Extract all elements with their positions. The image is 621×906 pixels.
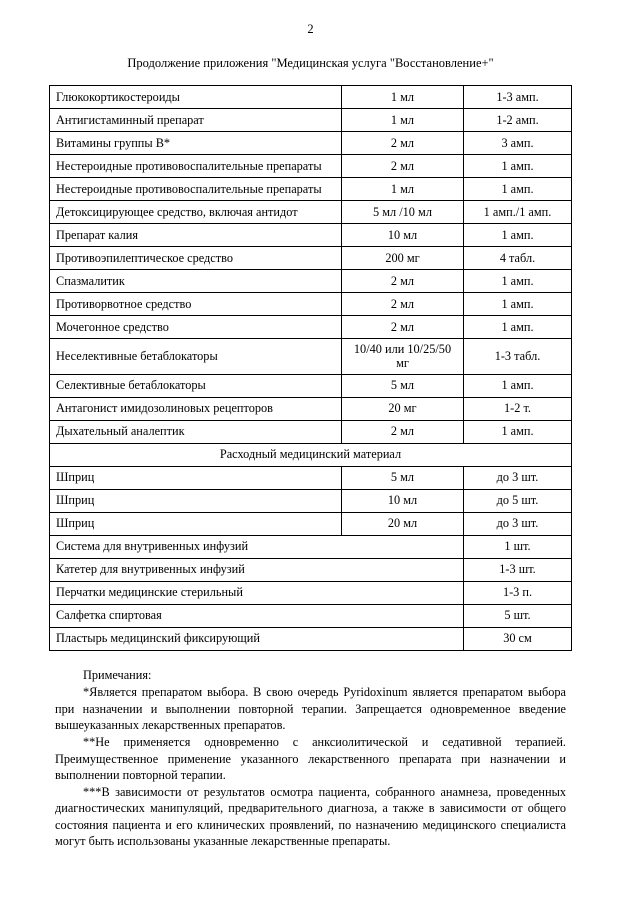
note-item: ***В зависимости от результатов осмотра пациента, собранного анамнеза, проведенных диагностических манипуляций, предварительного диагноза, а также в зависимости от общего состояния пациента и его клинических проявлений, по назначению медицинского специалиста могут быть использованы указанные лекарственные препараты. [55,784,566,849]
table-row [50,316,572,339]
medication-name: Антигистаминный препарат [50,109,342,132]
supply-qty: до 3 шт. [464,512,572,535]
supply-qty: 1 шт. [464,535,572,558]
supply-name: Перчатки медицинские стерильный [50,581,464,604]
medication-name: Глюкокортикостероиды [50,86,342,109]
supply-dose: 20 мл [342,512,464,535]
medication-dose: 2 мл [342,132,464,155]
table-row [50,466,572,489]
medication-name: Дыхательный аналептик [50,420,342,443]
medication-name: Селективные бетаблокаторы [50,374,342,397]
supply-dose: 10 мл [342,489,464,512]
medication-table [49,85,572,650]
supply-name: Шприц [50,512,342,535]
medication-name: Детоксицирующее средство, включая антидот [50,201,342,224]
table-section-row [50,443,572,466]
table-body [50,86,572,650]
table-row [50,489,572,512]
document-header: Продолжение приложения "Медицинская услуга "Восстановление+" [127,56,494,70]
supply-qty: 1-3 п. [464,581,572,604]
medication-qty: 1-2 амп. [464,109,572,132]
medication-qty: 1 амп. [464,270,572,293]
table-row [50,397,572,420]
medication-qty: 1-3 амп. [464,86,572,109]
table-row [50,339,572,374]
table-row [50,132,572,155]
supply-qty: до 3 шт. [464,466,572,489]
medication-qty: 1 амп. [464,374,572,397]
medication-dose: 10 мл [342,224,464,247]
medication-name: Нестероидные противовоспалительные препараты [50,155,342,178]
supply-qty: до 5 шт. [464,489,572,512]
table-row [50,247,572,270]
medication-name: Препарат калия [50,224,342,247]
supply-qty: 30 см [464,627,572,650]
medication-dose: 2 мл [342,155,464,178]
supply-name: Салфетка спиртовая [50,604,464,627]
medication-qty: 1-3 табл. [464,339,572,374]
table-row [50,512,572,535]
note-item: **Не применяется одновременно с анксиолитической и седативной терапией. Преимущественное применение указанного лекарственного препарата при назначении и выполнении повторной терапии. [55,734,566,783]
medication-qty: 1 амп. [464,293,572,316]
medication-dose: 2 мл [342,270,464,293]
medication-qty: 1-2 т. [464,397,572,420]
medication-dose: 5 мл /10 мл [342,201,464,224]
page-number: 2 [307,22,314,36]
medication-name: Мочегонное средство [50,316,342,339]
medication-qty: 1 амп. [464,178,572,201]
supply-name: Катетер для внутривенных инфузий [50,558,464,581]
notes-title: Примечания: [83,667,152,682]
table-row [50,535,572,558]
medication-qty: 1 амп./1 амп. [464,201,572,224]
table-row [50,627,572,650]
medication-qty: 3 амп. [464,132,572,155]
medication-qty: 1 амп. [464,420,572,443]
medication-qty: 1 амп. [464,316,572,339]
medication-name: Антагонист имидозолиновых рецепторов [50,397,342,420]
medication-dose: 2 мл [342,420,464,443]
medication-qty: 4 табл. [464,247,572,270]
table-row [50,86,572,109]
table-row [50,178,572,201]
supply-dose: 5 мл [342,466,464,489]
table-row [50,270,572,293]
table-row [50,224,572,247]
medication-qty: 1 амп. [464,224,572,247]
medication-name: Неселективные бетаблокаторы [50,339,342,374]
supply-name: Шприц [50,466,342,489]
note-item: *Является препаратом выбора. В свою очередь Pyridoxinum является препаратом выбора при назначении и выполнении повторной терапии. Запрещается одновременное введение вышеуказанных лекарственных препаратов. [55,685,566,733]
table-row [50,155,572,178]
section-title: Расходный медицинский материал [50,443,572,466]
medication-dose: 2 мл [342,316,464,339]
medication-name: Витамины группы В* [50,132,342,155]
supply-qty: 1-3 шт. [464,558,572,581]
medication-dose: 1 мл [342,86,464,109]
table-row [50,109,572,132]
table-row [50,604,572,627]
table-row [50,420,572,443]
table-row [50,581,572,604]
medication-dose: 1 мл [342,109,464,132]
table-row [50,201,572,224]
medication-name: Нестероидные противовоспалительные препараты [50,178,342,201]
notes-section [55,667,566,851]
medication-name: Противоэпилептическое средство [50,247,342,270]
medication-dose: 20 мг [342,397,464,420]
table-row [50,293,572,316]
medication-name: Противорвотное средство [50,293,342,316]
medication-dose: 200 мг [342,247,464,270]
supply-name: Система для внутривенных инфузий [50,535,464,558]
document-page [0,22,621,906]
supply-qty: 5 шт. [464,604,572,627]
supply-name: Пластырь медицинский фиксирующий [50,627,464,650]
supply-name: Шприц [50,489,342,512]
medication-qty: 1 амп. [464,155,572,178]
table-row [50,374,572,397]
medication-dose: 2 мл [342,293,464,316]
medication-dose: 5 мл [342,374,464,397]
medication-name: Спазмалитик [50,270,342,293]
table-row [50,558,572,581]
medication-dose: 1 мл [342,178,464,201]
medication-dose: 10/40 или 10/25/50 мг [342,339,464,374]
